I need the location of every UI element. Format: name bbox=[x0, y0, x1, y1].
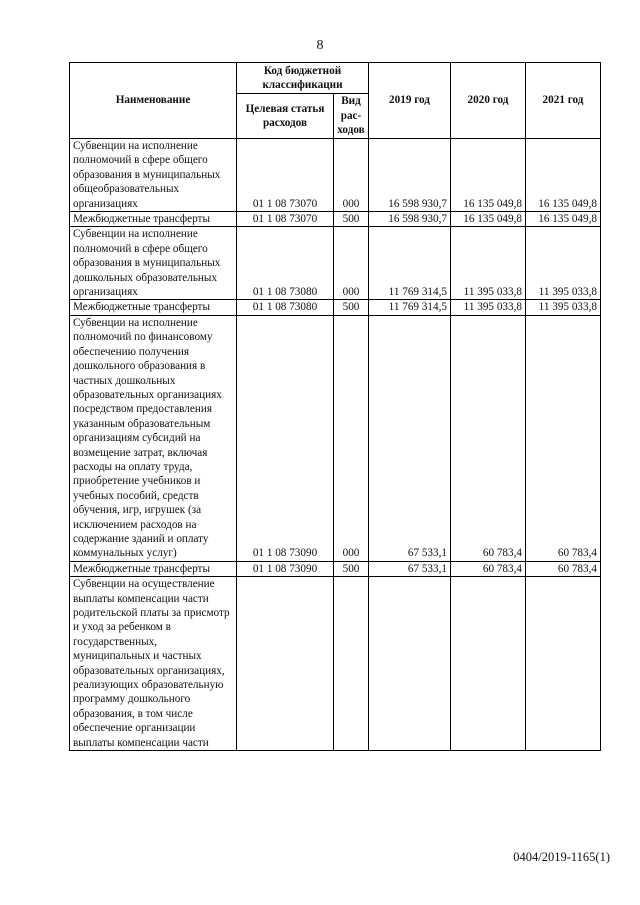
row-2021: 16 135 049,8 bbox=[526, 139, 601, 212]
page-number: 8 bbox=[316, 38, 324, 53]
row-2020: 16 135 049,8 bbox=[451, 212, 526, 227]
row-name: Субвенции на исполнение полномочий в сфере общего образования в муниципальных общеобразовательных организациях bbox=[70, 139, 237, 212]
row-target: 01 1 08 73090 bbox=[237, 315, 334, 561]
row-name: Субвенции на осуществление выплаты компенсации части родительской платы за присмотр и уход за ребенком в государственных, муниципальных и частных образовательных организациях, реализующих образовательную программу дошкольного образования, в том числе обеспечение организации выплаты компенсации части bbox=[70, 577, 237, 751]
row-2020 bbox=[451, 577, 526, 751]
table-row bbox=[70, 139, 601, 212]
row-2019: 11 769 314,5 bbox=[369, 300, 451, 315]
row-name: Межбюджетные трансферты bbox=[70, 212, 237, 227]
row-2021: 11 395 033,8 bbox=[526, 227, 601, 300]
row-name: Субвенции на исполнение полномочий по финансовому обеспечению получения дошкольного образования в частных дошкольных образовательных организациях посредством предоставления указанным образовательным организациям субсидий на возмещение затрат, включая расходы на оплату труда, приобретение учебников и учебных пособий, средств обучения, игр, игрушек (за исключением расходов на содержание зданий и оплату коммунальных услуг) bbox=[70, 315, 237, 561]
table-row bbox=[70, 577, 601, 751]
row-type bbox=[334, 577, 369, 751]
row-target: 01 1 08 73070 bbox=[237, 212, 334, 227]
row-2020: 11 395 033,8 bbox=[451, 300, 526, 315]
row-2020: 60 783,4 bbox=[451, 561, 526, 576]
row-type: 500 bbox=[334, 561, 369, 576]
table-row bbox=[70, 227, 601, 300]
table-row bbox=[70, 561, 601, 576]
document-reference: 0404/2019-1165(1) bbox=[513, 850, 610, 864]
budget-table bbox=[69, 62, 601, 751]
row-2019 bbox=[369, 577, 451, 751]
table-row bbox=[70, 315, 601, 561]
header-target-article: Целевая статья расходов bbox=[237, 94, 334, 139]
row-type: 500 bbox=[334, 212, 369, 227]
table-header-row bbox=[70, 63, 601, 94]
table-row bbox=[70, 212, 601, 227]
row-2021: 11 395 033,8 bbox=[526, 300, 601, 315]
header-2020: 2020 год bbox=[451, 63, 526, 139]
row-target bbox=[237, 577, 334, 751]
row-2019: 16 598 930,7 bbox=[369, 139, 451, 212]
row-name: Межбюджетные трансферты bbox=[70, 561, 237, 576]
row-2021: 60 783,4 bbox=[526, 561, 601, 576]
row-target: 01 1 08 73090 bbox=[237, 561, 334, 576]
row-target: 01 1 08 73080 bbox=[237, 300, 334, 315]
row-type: 000 bbox=[334, 315, 369, 561]
row-2020: 16 135 049,8 bbox=[451, 139, 526, 212]
row-2019: 11 769 314,5 bbox=[369, 227, 451, 300]
header-2019: 2019 год bbox=[369, 63, 451, 139]
table-row bbox=[70, 300, 601, 315]
row-type: 000 bbox=[334, 139, 369, 212]
row-name: Субвенции на исполнение полномочий в сфере общего образования в муниципальных дошкольных образовательных организациях bbox=[70, 227, 237, 300]
row-2020: 11 395 033,8 bbox=[451, 227, 526, 300]
row-type: 500 bbox=[334, 300, 369, 315]
row-2019: 16 598 930,7 bbox=[369, 212, 451, 227]
row-target: 01 1 08 73080 bbox=[237, 227, 334, 300]
row-2021 bbox=[526, 577, 601, 751]
header-expense-type: Вид рас-ходов bbox=[334, 94, 369, 139]
row-type: 000 bbox=[334, 227, 369, 300]
row-2019: 67 533,1 bbox=[369, 315, 451, 561]
row-2021: 60 783,4 bbox=[526, 315, 601, 561]
row-2020: 60 783,4 bbox=[451, 315, 526, 561]
row-2021: 16 135 049,8 bbox=[526, 212, 601, 227]
row-name: Межбюджетные трансферты bbox=[70, 300, 237, 315]
header-name: Наименование bbox=[70, 63, 237, 139]
row-2019: 67 533,1 bbox=[369, 561, 451, 576]
header-code-group: Код бюджетной классификации bbox=[237, 63, 369, 94]
header-2021: 2021 год bbox=[526, 63, 601, 139]
row-target: 01 1 08 73070 bbox=[237, 139, 334, 212]
